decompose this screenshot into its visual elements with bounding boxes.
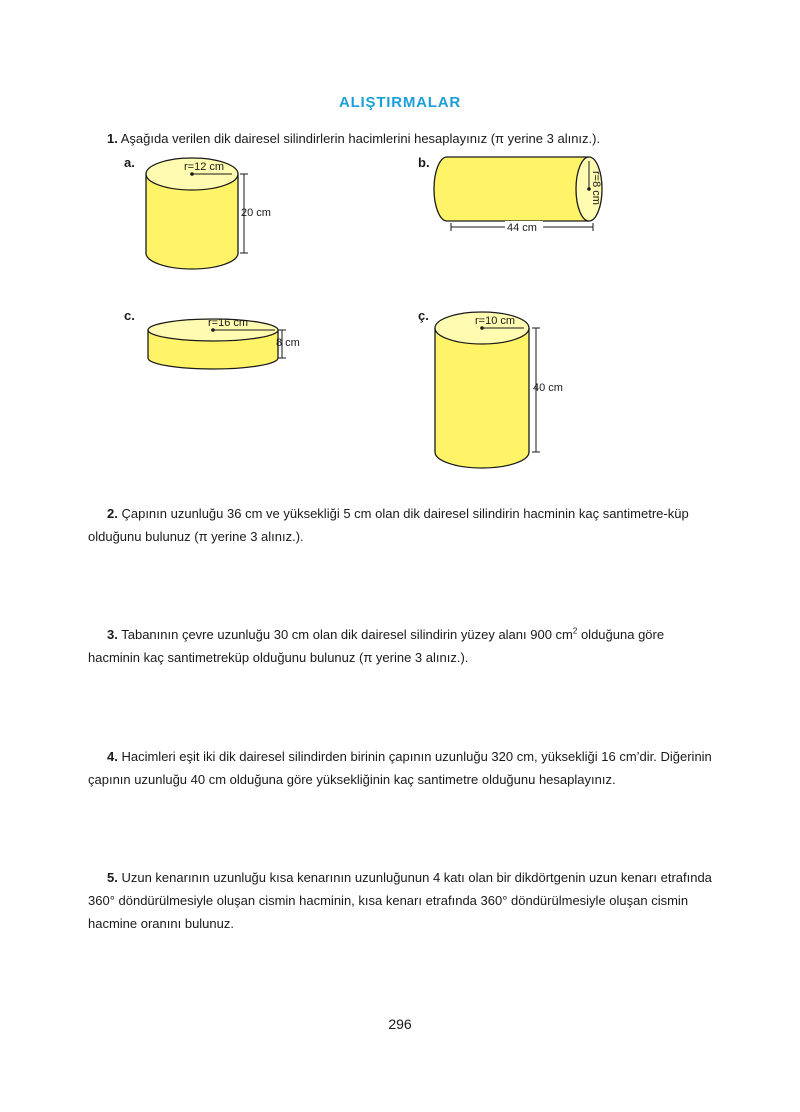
exercise-5 — [88, 866, 712, 935]
radius-label-a: r=12 cm — [184, 161, 225, 173]
exercise-2 — [88, 502, 712, 548]
exercise-text: Uzun kenarının uzunluğu kısa kenarının uzunluğunun 4 katı olan bir dikdörtgenin uzun kenarı etrafında 360° döndürülmesiyle oluşan cismin hacminin, kısa kenarı etrafında 360° döndürülmesiyle oluşan cismin hacmine oranını bulunuz. — [88, 870, 712, 931]
exercise-3 — [88, 623, 712, 669]
exercise-text: Hacimleri eşit iki dik dairesel silindirden birinin çapının uzunluğu 320 cm, yüksekliği 16 cm’dir. Diğerinin çapının uzunluğu 40 cm olduğuna göre yüksekliğinin kaç santimetre olduğunu hesaplayınız. — [88, 749, 712, 787]
radius-label-c: r=16 cm — [208, 317, 249, 329]
height-label-c: 8 cm — [276, 337, 300, 349]
exercise-number: 5. — [107, 870, 118, 885]
figure-label-d: ç. — [418, 308, 429, 323]
exercise-number: 3. — [107, 627, 118, 642]
exercise-text: Aşağıda verilen dik dairesel silindirlerin hacimlerini hesaplayınız (π yerine 3 alınız.). — [120, 131, 601, 146]
exercise-text: Tabanının çevre uzunluğu 30 cm olan dik dairesel silindirin yüzey alanı 900 cm — [121, 627, 573, 642]
cylinder-figure-a — [140, 156, 310, 276]
exercise-number: 1. — [107, 131, 118, 146]
radius-label-d: r=10 cm — [475, 315, 516, 327]
page-number: 296 — [388, 1016, 412, 1032]
superscript: 2 — [572, 626, 578, 636]
cylinder-figure-d — [430, 306, 600, 476]
height-label-a: 20 cm — [241, 207, 271, 219]
figure-label-b: b. — [418, 155, 430, 170]
exercise-number: 4. — [107, 749, 118, 764]
page-title: ALIŞTIRMALAR — [338, 94, 462, 111]
exercise-1 — [88, 127, 712, 150]
cylinder-figure-c — [145, 306, 315, 376]
figure-label-c: c. — [124, 308, 135, 323]
exercise-4 — [88, 745, 712, 791]
height-label-d: 40 cm — [533, 382, 563, 394]
exercise-number: 2. — [107, 506, 118, 521]
radius-label-b: r=8 cm — [590, 171, 602, 205]
exercise-text-continued: olduğuna göre hacminin kaç santimetreküp olduğunu bulunuz (π yerine 3 alınız.). — [88, 627, 665, 665]
cylinder-figure-b — [430, 155, 620, 240]
figure-label-a: a. — [124, 155, 135, 170]
length-label-b: 44 cm — [507, 222, 537, 234]
exercise-text: Çapının uzunluğu 36 cm ve yüksekliği 5 cm olan dik dairesel silindirin hacminin kaç santimetre-küp olduğunu bulunuz (π yerine 3 alınız.). — [88, 506, 689, 544]
